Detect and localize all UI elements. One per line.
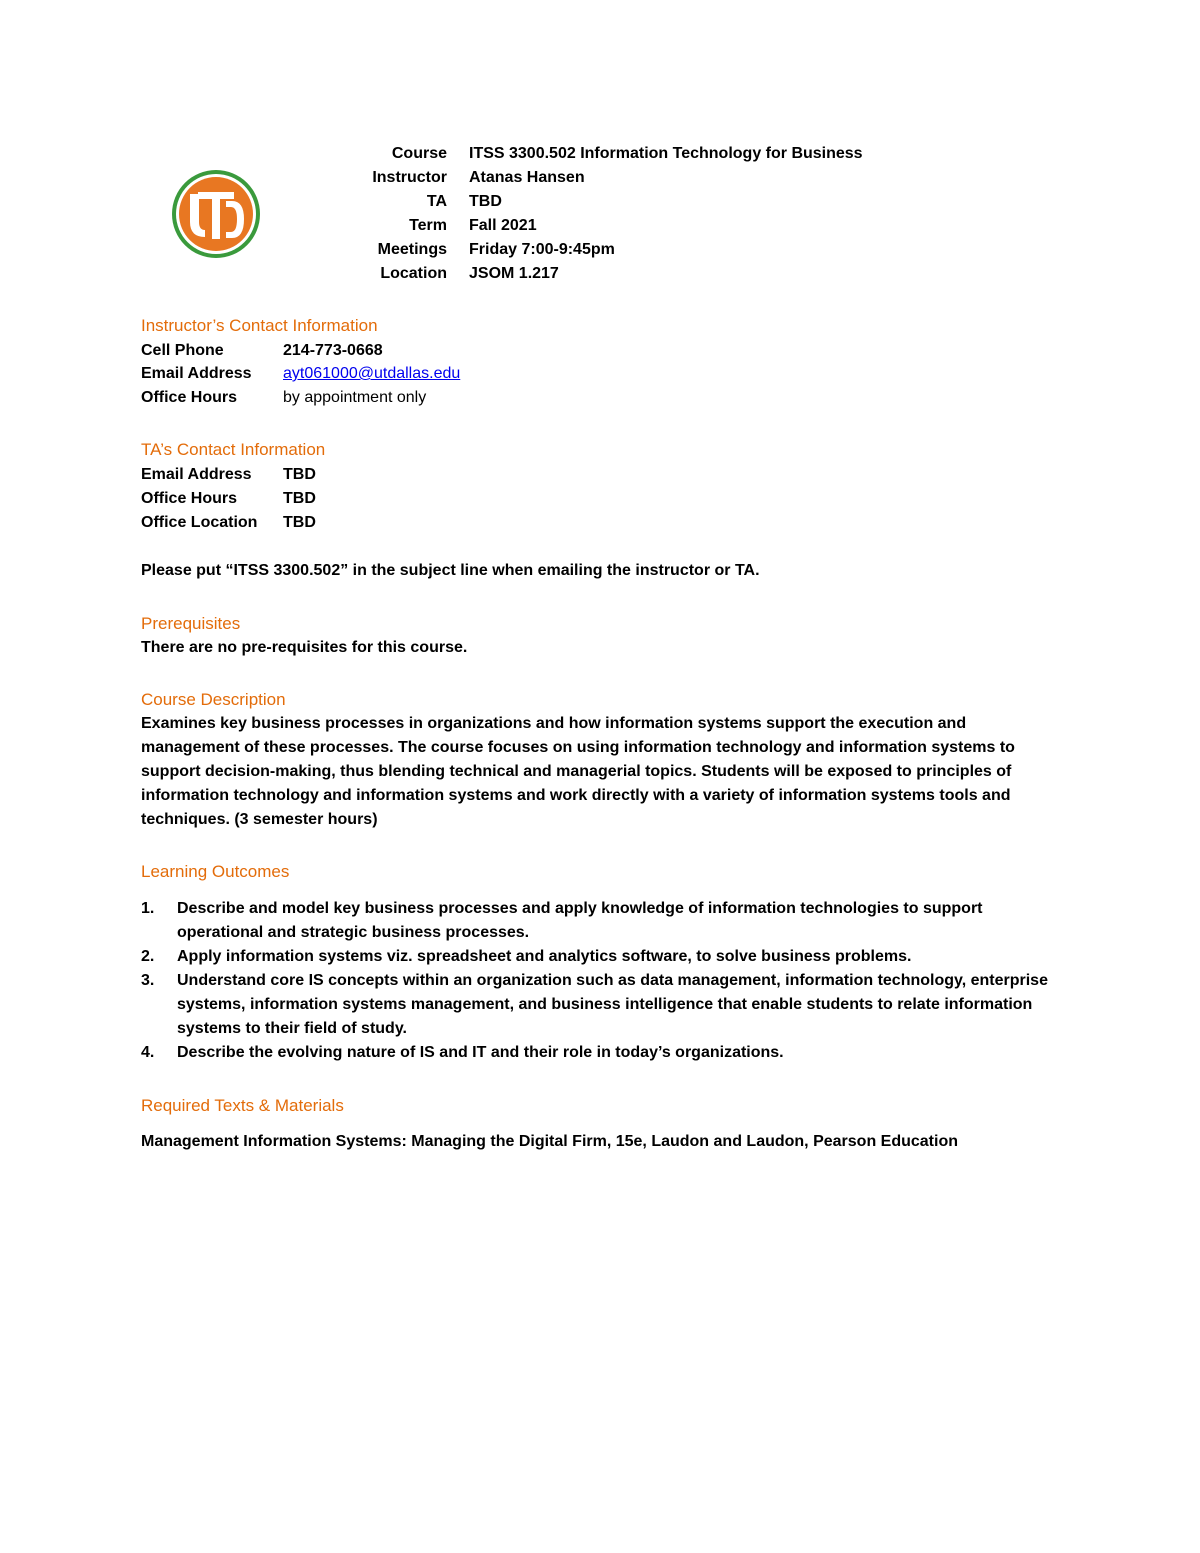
header-label-location: Location [380, 265, 447, 282]
utd-logo [170, 168, 262, 260]
prerequisites-heading: Prerequisites [141, 614, 241, 633]
ta-contact-heading: TA’s Contact Information [141, 440, 326, 459]
email-address-label: Email Address [141, 365, 252, 382]
header-value-location: JSOM 1.217 [469, 265, 559, 282]
list-item [141, 969, 1061, 1041]
list-item-text: Apply information systems viz. spreadsheet and analytics software, to solve business problems. [177, 948, 912, 965]
ta-office-location-label: Office Location [141, 514, 258, 531]
instructor-contact-heading: Instructor’s Contact Information [141, 316, 378, 335]
header-value-meetings: Friday 7:00-9:45pm [469, 241, 615, 258]
learning-outcomes-list [141, 897, 1061, 1065]
list-item [141, 945, 1061, 969]
required-texts-text: Management Information Systems: Managing the Digital Firm, 15e, Laudon and Laudon, Pearson Education [141, 1133, 958, 1150]
office-hours-label: Office Hours [141, 389, 238, 406]
prerequisites-text: There are no pre-requisites for this course. [141, 639, 468, 656]
office-hours-value: by appointment only [283, 389, 427, 406]
course-description-heading: Course Description [141, 690, 286, 709]
list-item-text: Describe the evolving nature of IS and IT and their role in today’s organizations. [177, 1044, 784, 1061]
list-item-number: 4. [141, 1044, 155, 1061]
required-texts-heading: Required Texts & Materials [141, 1096, 344, 1115]
list-item [141, 1041, 1061, 1065]
header-label-ta: TA [426, 193, 447, 210]
header-label-meetings: Meetings [377, 241, 447, 258]
header-value-instructor: Atanas Hansen [469, 169, 585, 186]
header-label-term: Term [409, 217, 447, 234]
course-description-text: Examines key business processes in organizations and how information systems support the execution and management of these processes. The course focuses on using information technology and information systems to support decision-making, thus blending technical and managerial topics. Students will be exposed to principles of information technology and information systems and work directly with a variety of information systems tools and techniques. (3 semester hours) [141, 715, 1015, 828]
subject-line-note: Please put “ITSS 3300.502” in the subject line when emailing the instructor or TA. [141, 562, 760, 579]
list-item-text: Understand core IS concepts within an organization such as data management, information technology, enterprise systems, information systems management, and business intelligence that enable students to relate information systems to their field of study. [177, 972, 1048, 1037]
list-item-number: 1. [141, 900, 155, 917]
header-value-course: ITSS 3300.502 Information Technology for Business [469, 145, 863, 162]
header-label-course: Course [391, 145, 447, 162]
header-label-instructor: Instructor [372, 169, 447, 186]
ta-office-hours-label: Office Hours [141, 490, 238, 507]
ta-email-label: Email Address [141, 466, 252, 483]
list-item-text: Describe and model key business processes and apply knowledge of information technologies to support operational and strategic business processes. [177, 900, 983, 941]
ta-email-value: TBD [283, 466, 316, 483]
cell-phone-value: 214-773-0668 [283, 342, 383, 359]
list-item-number: 3. [141, 972, 155, 989]
instructor-email-link[interactable]: ayt061000@utdallas.edu [283, 365, 461, 382]
header-value-term: Fall 2021 [469, 217, 537, 234]
ta-office-location-value: TBD [283, 514, 316, 531]
list-item [141, 897, 1061, 945]
ta-office-hours-value: TBD [283, 490, 316, 507]
header-value-ta: TBD [469, 193, 502, 210]
cell-phone-label: Cell Phone [141, 342, 224, 359]
utd-logo-icon [170, 168, 262, 260]
list-item-number: 2. [141, 948, 155, 965]
learning-outcomes-heading: Learning Outcomes [141, 862, 290, 881]
